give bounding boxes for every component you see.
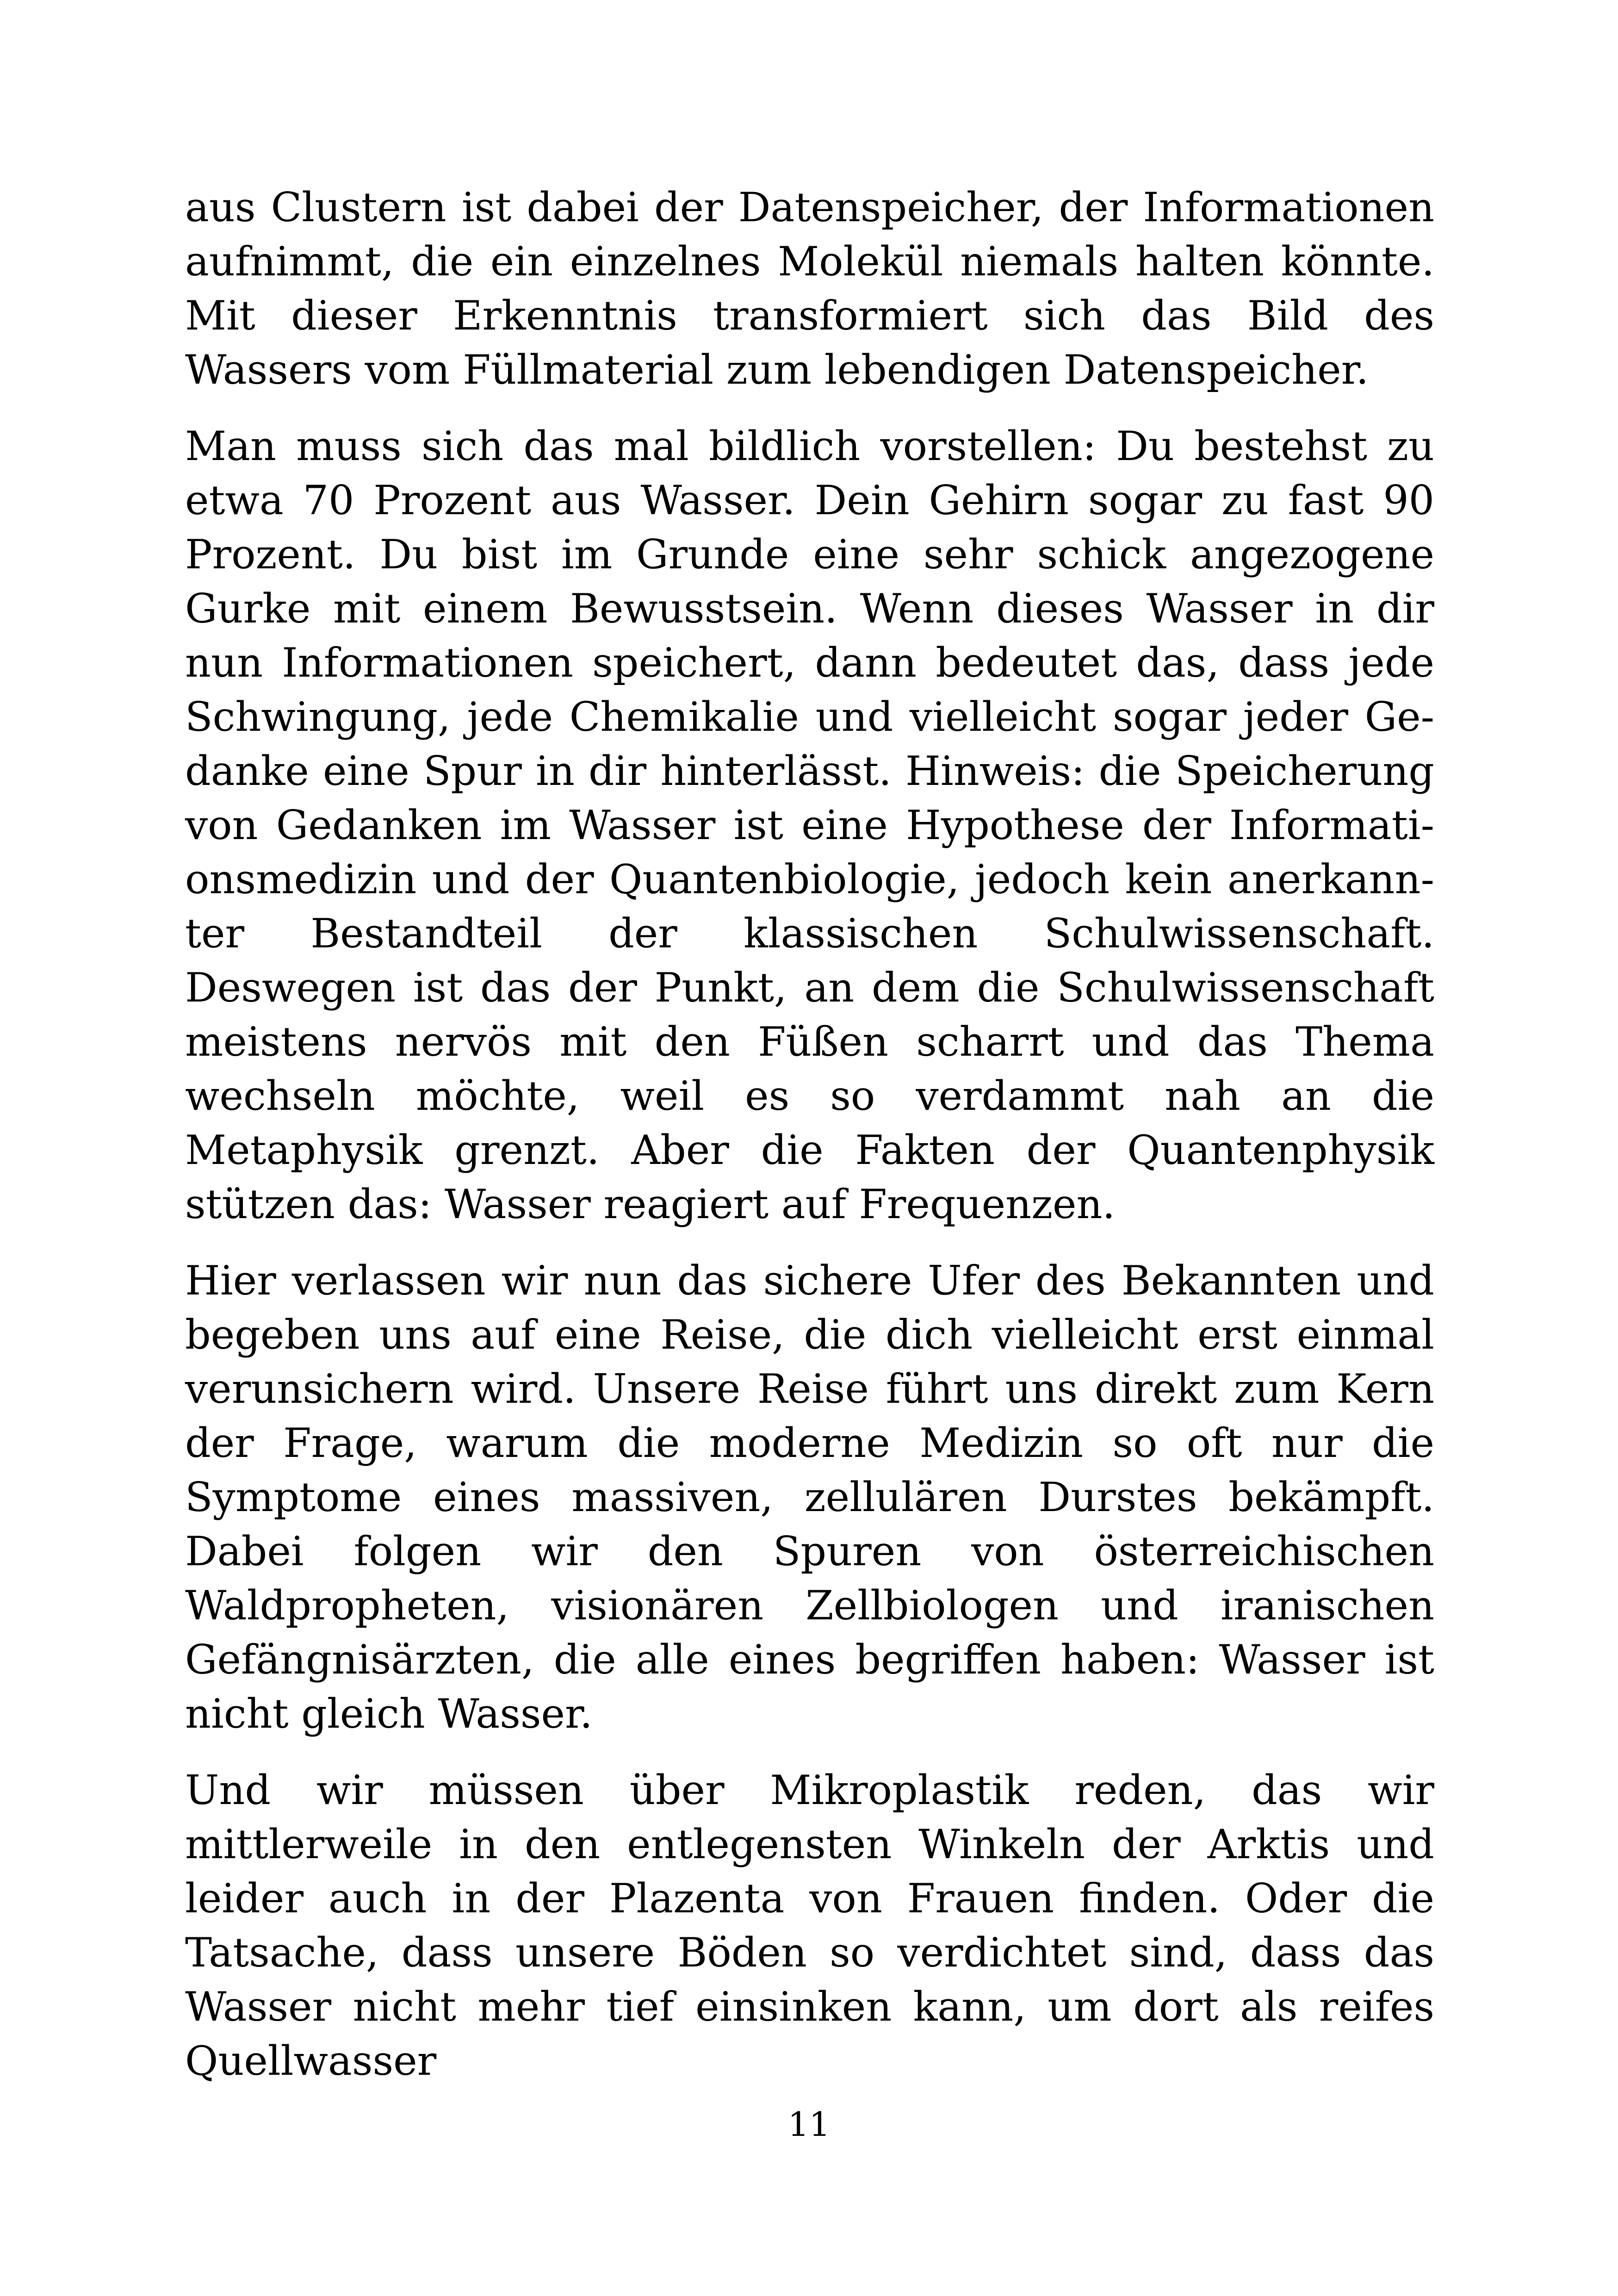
paragraph-1: aus Clustern ist dabei der Datenspeicher, der Informationen aufnimmt, die ein einzelnes Molekül niemals halten könnte. Mit dieser Erkenntnis transformiert sich das Bild des Wassers vom Füllmaterial zum lebendigen Datenspeicher.: [185, 184, 1434, 393]
paragraph-2: Man muss sich das mal bildlich vorstellen: Du bestehst zu etwa 70 Prozent aus Wasser. Dein Gehirn sogar zu fast 90 Prozent. Du bist im Grunde eine sehr schick angezogene Gurke mit einem Bewusstsein. Wenn dieses Wasser in dir nun Informationen speichert, dann bedeutet das, dass jede Schwingung, jede Chemikalie und vielleicht sogar jeder Gedanke eine Spur in dir hinterlässt. Hinweis: die Speicherung von Gedanken im Wasser ist eine Hypothese der Informationsmedizin und der Quantenbiologie, jedoch kein anerkannter Bestandteil der klassischen Schulwissenschaft. Deswegen ist das der Punkt, an dem die Schulwissenschaft meistens nervös mit den Füßen scharrt und das Thema wechseln möchte, weil es so verdammt nah an die Metaphysik grenzt. Aber die Fakten der Quantenphysik stützen das: Wasser reagiert auf Frequenzen.: [185, 423, 1434, 1228]
body-text: [185, 180, 1434, 2088]
paragraph-4: Und wir müssen über Mikroplastik reden, das wir mittlerweile in den entlegensten Winkeln der Arktis und leider auch in der Plazenta von Frauen finden. Oder die Tatsache, dass unsere Böden so verdichtet sind, dass das Wasser nicht mehr tief einsinken kann, um dort als reifes Quellwasser: [185, 1767, 1434, 2084]
page-number: 11: [787, 2105, 831, 2144]
paragraph-3: Hier verlassen wir nun das sichere Ufer des Bekannten und begeben uns auf eine Reise, die dich vielleicht erst einmal verunsichern wird. Unsere Reise führt uns direkt zum Kern der Frage, warum die moderne Medizin so oft nur die Symptome eines massiven, zellulären Durstes bekämpft. Dabei folgen wir den Spuren von österreichischen Waldpropheten, visionären Zellbiologen und iranischen Gefängnisärzten, die alle eines begriffen haben: Wasser ist nicht gleich Wasser.: [185, 1257, 1434, 1737]
